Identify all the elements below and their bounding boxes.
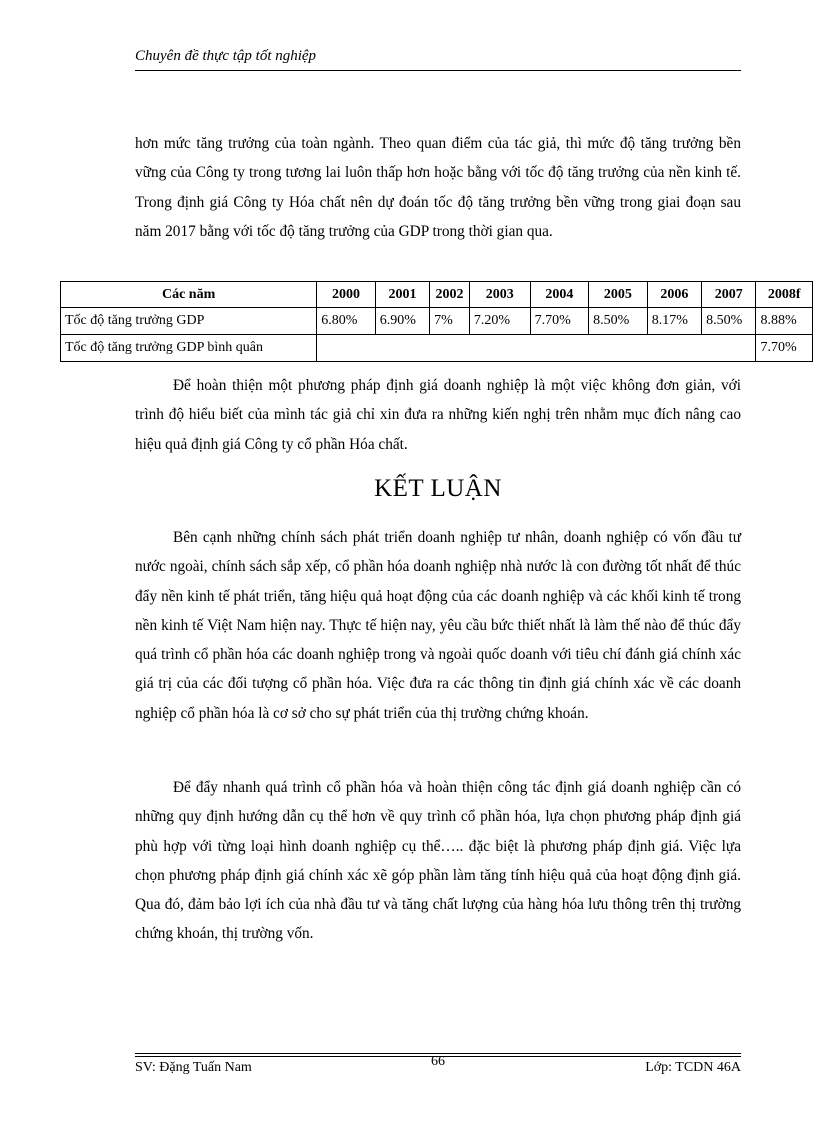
year-cell: 2006 <box>647 282 701 308</box>
conclusion-heading: KẾT LUẬN <box>374 475 502 502</box>
conclusion-paragraph-1: Bên cạnh những chính sách phát triển doanh nghiệp tư nhân, doanh nghiệp có vốn đầu tư nước ngoài, chính sách sắp xếp, cổ phần hóa doanh nghiệp nhà nước là con đường tốt nhất để thúc đẩy nền kinh tế phát triển, tăng hiệu quả hoạt động của các doanh nghiệp và các khối kinh tế trong nền kinh tế Việt Nam hiện nay. Thực tế hiện nay, yêu cầu bức thiết nhất là làm thế nào để thúc đẩy quá trình cổ phần hóa các doanh nghiệp trong và ngoài quốc doanh với tiêu chí đánh giá chính xác giá trị của các đối tượng cổ phần hóa. Việc đưa ra các thông tin định giá chính xác về các doanh nghiệp cổ phần hóa là cơ sở cho sự phát triển của thị trường chứng khoán. <box>135 529 741 722</box>
growth-value-cell: 6.80% <box>317 308 376 335</box>
growth-value-cell: 8.88% <box>756 308 813 335</box>
growth-value-cell: 8.50% <box>589 308 648 335</box>
intro-paragraph: hơn mức tăng trưởng của toàn ngành. Theo quan điểm của tác giả, thì mức độ tăng trưởng bền vững của Công ty trong tương lai luôn thấp hơn hoặc bằng với tốc độ tăng trưởng của nền kinh tế. Trong định giá Công ty Hóa chất nên dự đoán tốc độ tăng trưởng bền vững trong giai đoạn sau năm 2017 bằng với tốc độ tăng trưởng của GDP trong thời gian qua. <box>135 135 741 240</box>
growth-value-cell: 7.20% <box>469 308 530 335</box>
year-cell: 2008f <box>756 282 813 308</box>
paragraph-2: Để hoàn thiện một phương pháp định giá doanh nghiệp là một việc không đơn giản, với trình độ hiểu biết của mình tác giả chỉ xin đưa ra những kiến nghị trên nhằm mục đích nâng cao hiệu quả định giá Công ty cổ phần Hóa chất. <box>135 377 741 453</box>
table-header-row <box>61 282 813 308</box>
table-row-average <box>61 335 813 362</box>
average-value-cell: 7.70% <box>756 335 813 362</box>
year-cell: 2003 <box>469 282 530 308</box>
table-row-growth <box>61 308 813 335</box>
year-cell: 2005 <box>589 282 648 308</box>
header-rule <box>135 70 741 71</box>
year-cell: 2001 <box>375 282 429 308</box>
year-cell: 2004 <box>530 282 589 308</box>
growth-value-cell: 6.90% <box>375 308 429 335</box>
footer-class: Lớp: TCDN 46A <box>645 1060 741 1075</box>
year-cell: 2007 <box>702 282 756 308</box>
growth-value-cell: 8.17% <box>647 308 701 335</box>
empty-merged-cell <box>317 335 756 362</box>
growth-value-cell: 8.50% <box>702 308 756 335</box>
table-header-label: Các năm <box>61 282 317 308</box>
year-cell: 2000 <box>317 282 376 308</box>
row-label: Tốc độ tăng trưởng GDP bình quân <box>61 335 317 362</box>
growth-value-cell: 7% <box>430 308 470 335</box>
year-cell: 2002 <box>430 282 470 308</box>
conclusion-paragraph-2: Để đẩy nhanh quá trình cổ phần hóa và hoàn thiện công tác định giá doanh nghiệp cần có những quy định hướng dẫn cụ thể hơn về quy trình cổ phần hóa, lựa chọn phương pháp định giá phù hợp với từng loại hình doanh nghiệp cụ thể….. đặc biệt là phương pháp định giá. Việc lựa chọn phương pháp định giá chính xác xẽ góp phần làm tăng tính hiệu quả của hoạt động định giá. Qua đó, đảm bảo lợi ích của nhà đầu tư và tăng chất lượng của hàng hóa lưu thông trên thị trường chứng khoán, thị trường vốn. <box>135 779 741 943</box>
gdp-growth-table <box>60 281 813 362</box>
page-header-title: Chuyên đề thực tập tốt nghiệp <box>135 48 317 64</box>
row-label: Tốc độ tăng trưởng GDP <box>61 308 317 335</box>
footer-student: SV: Đặng Tuấn Nam <box>135 1060 252 1075</box>
page-number: 66 <box>431 1054 445 1069</box>
growth-value-cell: 7.70% <box>530 308 589 335</box>
